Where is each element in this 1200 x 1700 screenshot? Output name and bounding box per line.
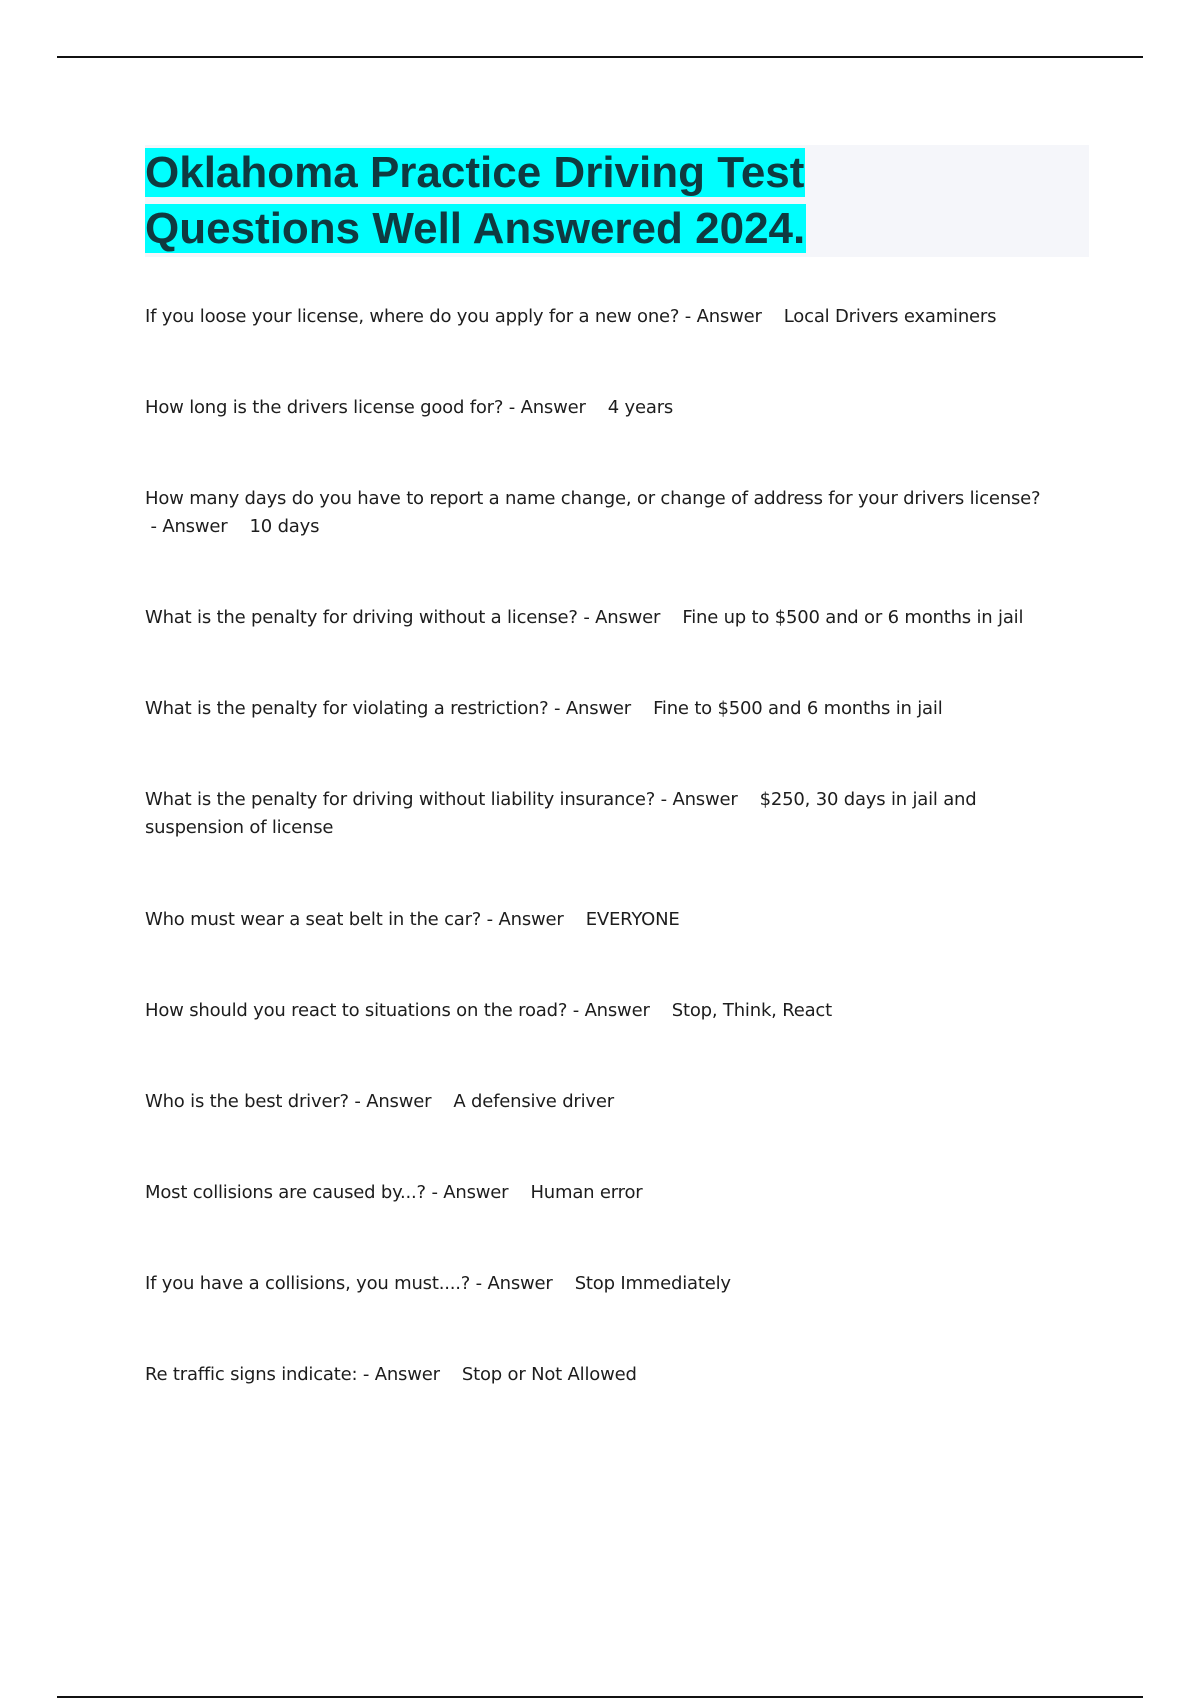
answer-text: Local Drivers examiners: [783, 306, 997, 327]
document-title: [145, 145, 1089, 257]
separator: -: [348, 1091, 367, 1112]
question-text: How should you react to situations on the road?: [145, 1000, 568, 1021]
separator: -: [470, 1273, 488, 1294]
answer-label: Answer: [374, 1364, 440, 1385]
answer-text: A defensive driver: [453, 1091, 614, 1112]
question-text: If you loose your license, where do you apply for a new one?: [145, 306, 680, 327]
separator: -: [655, 789, 673, 810]
separator: -: [425, 1182, 444, 1203]
qa-item: [145, 695, 1075, 723]
separator: -: [548, 698, 566, 719]
separator: -: [357, 1364, 375, 1385]
separator: -: [567, 1000, 585, 1021]
answer-label: Answer: [443, 1182, 509, 1203]
bottom-rule: [57, 1696, 1143, 1698]
qa-item: [145, 485, 1075, 541]
qa-item: [145, 786, 1075, 842]
answer-label: Answer: [498, 909, 564, 930]
qa-item: [145, 303, 1075, 331]
answer-label: Answer: [696, 306, 762, 327]
question-text: Re traffic signs indicate:: [145, 1364, 358, 1385]
qa-item: [145, 997, 1075, 1025]
answer-label: Answer: [565, 698, 631, 719]
question-text: What is the penalty for driving without a license?: [145, 607, 578, 628]
title-line-2: Questions Well Answered 2024.: [145, 204, 806, 253]
qa-item: [145, 1179, 1075, 1207]
qa-item: [145, 1361, 1075, 1389]
question-text: What is the penalty for driving without liability insurance?: [145, 789, 656, 810]
answer-label: Answer: [520, 397, 586, 418]
qa-item: [145, 906, 1075, 934]
answer-text: Human error: [530, 1182, 643, 1203]
separator: -: [679, 306, 697, 327]
answer-label: Answer: [487, 1273, 553, 1294]
separator: -: [503, 397, 521, 418]
answer-text: Stop or Not Allowed: [461, 1364, 637, 1385]
qa-item: [145, 394, 1075, 422]
question-text: Who must wear a seat belt in the car?: [145, 909, 482, 930]
qa-item: [145, 604, 1075, 632]
question-text: If you have a collisions, you must....?: [145, 1273, 471, 1294]
title-block: [145, 145, 1089, 257]
question-text: What is the penalty for violating a restriction?: [145, 698, 549, 719]
separator: -: [145, 516, 163, 537]
title-line-1: Oklahoma Practice Driving Test: [145, 148, 805, 197]
qa-item: [145, 1270, 1075, 1298]
answer-text: 10 days: [249, 516, 320, 537]
top-rule: [57, 56, 1143, 58]
answer-text: Stop, Think, React: [671, 1000, 832, 1021]
answer-text: Fine to $500 and 6 months in jail: [653, 698, 943, 719]
question-text: Who is the best driver?: [145, 1091, 349, 1112]
question-text: How many days do you have to report a name change, or change of address for your drivers license?: [145, 488, 1041, 509]
question-text: Most collisions are caused by...?: [145, 1182, 426, 1203]
answer-label: Answer: [584, 1000, 650, 1021]
answer-label: Answer: [672, 789, 738, 810]
answer-label: Answer: [162, 516, 228, 537]
separator: -: [577, 607, 596, 628]
qa-item: [145, 1088, 1075, 1116]
answer-text: $250, 30 days in jail and suspension of license: [145, 789, 977, 838]
answer-label: Answer: [595, 607, 661, 628]
answer-text: 4 years: [607, 397, 674, 418]
answer-text: Stop Immediately: [574, 1273, 731, 1294]
answer-text: EVERYONE: [585, 909, 680, 930]
separator: -: [481, 909, 499, 930]
answer-label: Answer: [366, 1091, 432, 1112]
question-text: How long is the drivers license good for?: [145, 397, 504, 418]
answer-text: Fine up to $500 and or 6 months in jail: [682, 607, 1024, 628]
